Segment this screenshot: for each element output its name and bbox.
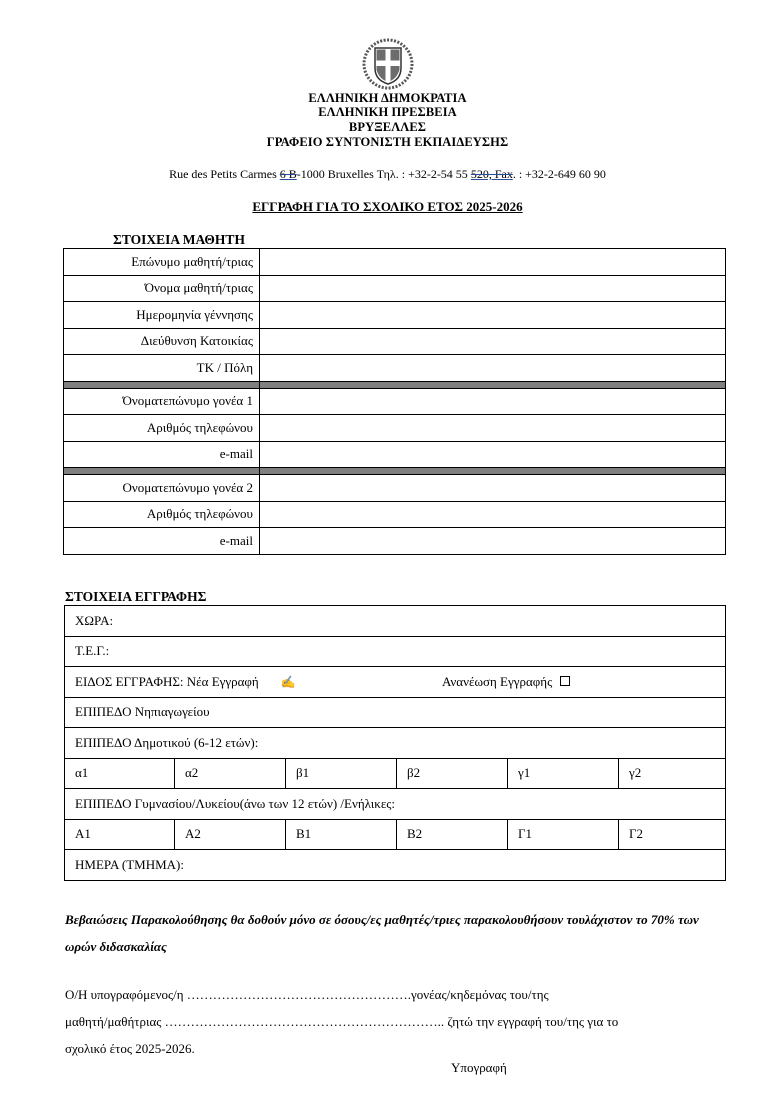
level-option-G1[interactable]: Γ1 xyxy=(508,819,619,850)
birth-date-field[interactable] xyxy=(260,302,726,329)
field-label: Ημερομηνία γέννησης xyxy=(64,302,260,329)
level-option-b2[interactable]: β2 xyxy=(397,758,508,789)
renewal-label: Ανανέωση Εγγραφής xyxy=(442,673,553,689)
separator xyxy=(260,468,726,475)
table-row xyxy=(64,475,726,502)
header-line-embassy: ΕΛΛΗΝΙΚΗ ΠΡΕΣΒΕΙΑ xyxy=(318,105,457,119)
table-row xyxy=(65,850,726,881)
primary-levels-row xyxy=(65,758,726,789)
address-number: 6 B xyxy=(279,167,297,181)
postcode-city-field[interactable] xyxy=(260,355,726,382)
field-label: e-mail xyxy=(64,528,260,555)
level-option-G2[interactable]: Γ2 xyxy=(619,819,726,850)
address-phone: -1000 Bruxelles Τηλ. : +32-2-54 55 xyxy=(296,167,471,181)
field-label: Επώνυμο μαθητή/τριας xyxy=(64,249,260,276)
table-row xyxy=(64,302,726,329)
registration-section-title: ΣΤΟΙΧΕΙΑ ΕΓΓΡΑΦΗΣ xyxy=(65,589,207,604)
level-option-b1[interactable]: β1 xyxy=(286,758,397,789)
parent1-phone-field[interactable] xyxy=(260,415,726,442)
parent2-name-field[interactable] xyxy=(260,475,726,502)
greek-coat-of-arms-icon xyxy=(361,38,415,90)
parent1-email-field[interactable] xyxy=(260,441,726,468)
parent1-name-field[interactable] xyxy=(260,388,726,415)
kindergarten-level-field[interactable]: ΕΠΙΠΕΔΟ Νηπιαγωγείου xyxy=(65,697,726,728)
country-field[interactable]: ΧΩΡΑ: xyxy=(65,606,726,637)
level-option-a1[interactable]: α1 xyxy=(65,758,175,789)
table-row xyxy=(64,441,726,468)
renewal-checkbox[interactable] xyxy=(560,676,570,686)
separator xyxy=(64,468,260,475)
table-row xyxy=(64,328,726,355)
separator xyxy=(64,381,260,388)
registration-kind-cell xyxy=(65,667,726,698)
field-label: Ονοματεπώνυμο γονέα 2 xyxy=(64,475,260,502)
separator-row xyxy=(64,468,726,475)
table-row xyxy=(65,636,726,667)
level-option-A2[interactable]: Α2 xyxy=(175,819,286,850)
registration-kind-label: ΕΙΔΟΣ ΕΓΓΡΑΦΗΣ: Νέα Εγγραφή xyxy=(75,673,259,689)
student-section-title: ΣΤΟΙΧΕΙΑ ΜΑΘΗΤΗ xyxy=(113,232,245,247)
address-field[interactable] xyxy=(260,328,726,355)
level-option-A1[interactable]: Α1 xyxy=(65,819,175,850)
day-class-field[interactable]: ΗΜΕΡΑ (ΤΜΗΜΑ): xyxy=(65,850,726,881)
address-street: Rue des Petits Carmes xyxy=(169,167,280,181)
declaration-line-3: σχολικό έτος 2025-2026. xyxy=(65,1041,195,1056)
header-line-republic: ΕΛΛΗΝΙΚΗ ΔΗΜΟΚΡΑΤΙΑ xyxy=(308,91,467,105)
parent2-email-field[interactable] xyxy=(260,528,726,555)
header-line-office: ΓΡΑΦΕΙΟ ΣΥΝΤΟΝΙΣΤΗ ΕΚΠΑΙΔΕΥΣΗΣ xyxy=(266,135,509,149)
signature-label: Υπογραφή xyxy=(451,1060,507,1075)
separator-row xyxy=(64,381,726,388)
field-label: Αριθμός τηλεφώνου xyxy=(64,501,260,528)
writing-hand-icon[interactable]: ✍ xyxy=(280,674,296,689)
student-name-field[interactable] xyxy=(260,275,726,302)
table-row xyxy=(65,789,726,820)
table-row xyxy=(65,728,726,759)
table-row xyxy=(64,501,726,528)
field-label: Όνοματεπώνυμο γονέα 1 xyxy=(64,388,260,415)
table-row xyxy=(64,388,726,415)
address-line xyxy=(0,167,775,181)
level-option-g1[interactable]: γ1 xyxy=(508,758,619,789)
renewal-option[interactable] xyxy=(442,674,570,690)
level-option-B2[interactable]: Β2 xyxy=(397,819,508,850)
attendance-notice: Βεβαιώσεις Παρακολούθησης θα δοθούν μόνο σε όσους/ες μαθητές/τριες παρακολουθήσουν τουλάχιστον το 70% των ωρών διδασκαλίας xyxy=(65,912,699,954)
field-label: Όνομα μαθητή/τριας xyxy=(64,275,260,302)
table-row xyxy=(65,667,726,698)
field-label: ΤΚ / Πόλη xyxy=(64,355,260,382)
table-row xyxy=(65,606,726,637)
address-fax: . : +32-2-649 60 90 xyxy=(512,167,606,181)
teg-field[interactable]: Τ.Ε.Γ.: xyxy=(65,636,726,667)
parent2-phone-field[interactable] xyxy=(260,501,726,528)
primary-level-label: ΕΠΙΠΕΔΟ Δημοτικού (6-12 ετών): xyxy=(65,728,726,759)
field-label: Διεύθυνση Κατοικίας xyxy=(64,328,260,355)
table-row xyxy=(64,528,726,555)
level-option-a2[interactable]: α2 xyxy=(175,758,286,789)
field-label: Αριθμός τηλεφώνου xyxy=(64,415,260,442)
separator xyxy=(260,381,726,388)
level-option-g2[interactable]: γ2 xyxy=(619,758,726,789)
registration-details-table xyxy=(64,605,726,881)
field-label: e-mail xyxy=(64,441,260,468)
table-row xyxy=(64,415,726,442)
declaration-line-1: Ο/Η υπογραφόμενος/η …………………………………………….γονέας/κηδεμόνας του/της xyxy=(65,987,549,1002)
table-row xyxy=(64,249,726,276)
secondary-level-label: ΕΠΙΠΕΔΟ Γυμνασίου/Λυκείου(άνω των 12 ετών) /Ενήλικες: xyxy=(65,789,726,820)
student-details-table xyxy=(63,248,726,555)
header-line-city: ΒΡΥΞΕΛΛΕΣ xyxy=(348,120,427,134)
address-fax-label: 520, Fax xyxy=(470,167,513,181)
table-row xyxy=(65,697,726,728)
page-title: ΕΓΓΡΑΦΗ ΓΙΑ ΤΟ ΣΧΟΛΙΚΟ ΕΤΟΣ 2025-2026 xyxy=(252,199,523,214)
declaration-line-2: μαθητή/μαθήτριας ……………………………………………………….. ζητώ την εγγραφή του/της για το xyxy=(65,1014,619,1029)
student-surname-field[interactable] xyxy=(260,249,726,276)
table-row xyxy=(64,355,726,382)
table-row xyxy=(64,275,726,302)
level-option-B1[interactable]: Β1 xyxy=(286,819,397,850)
secondary-levels-row xyxy=(65,819,726,850)
declaration xyxy=(65,981,730,1062)
